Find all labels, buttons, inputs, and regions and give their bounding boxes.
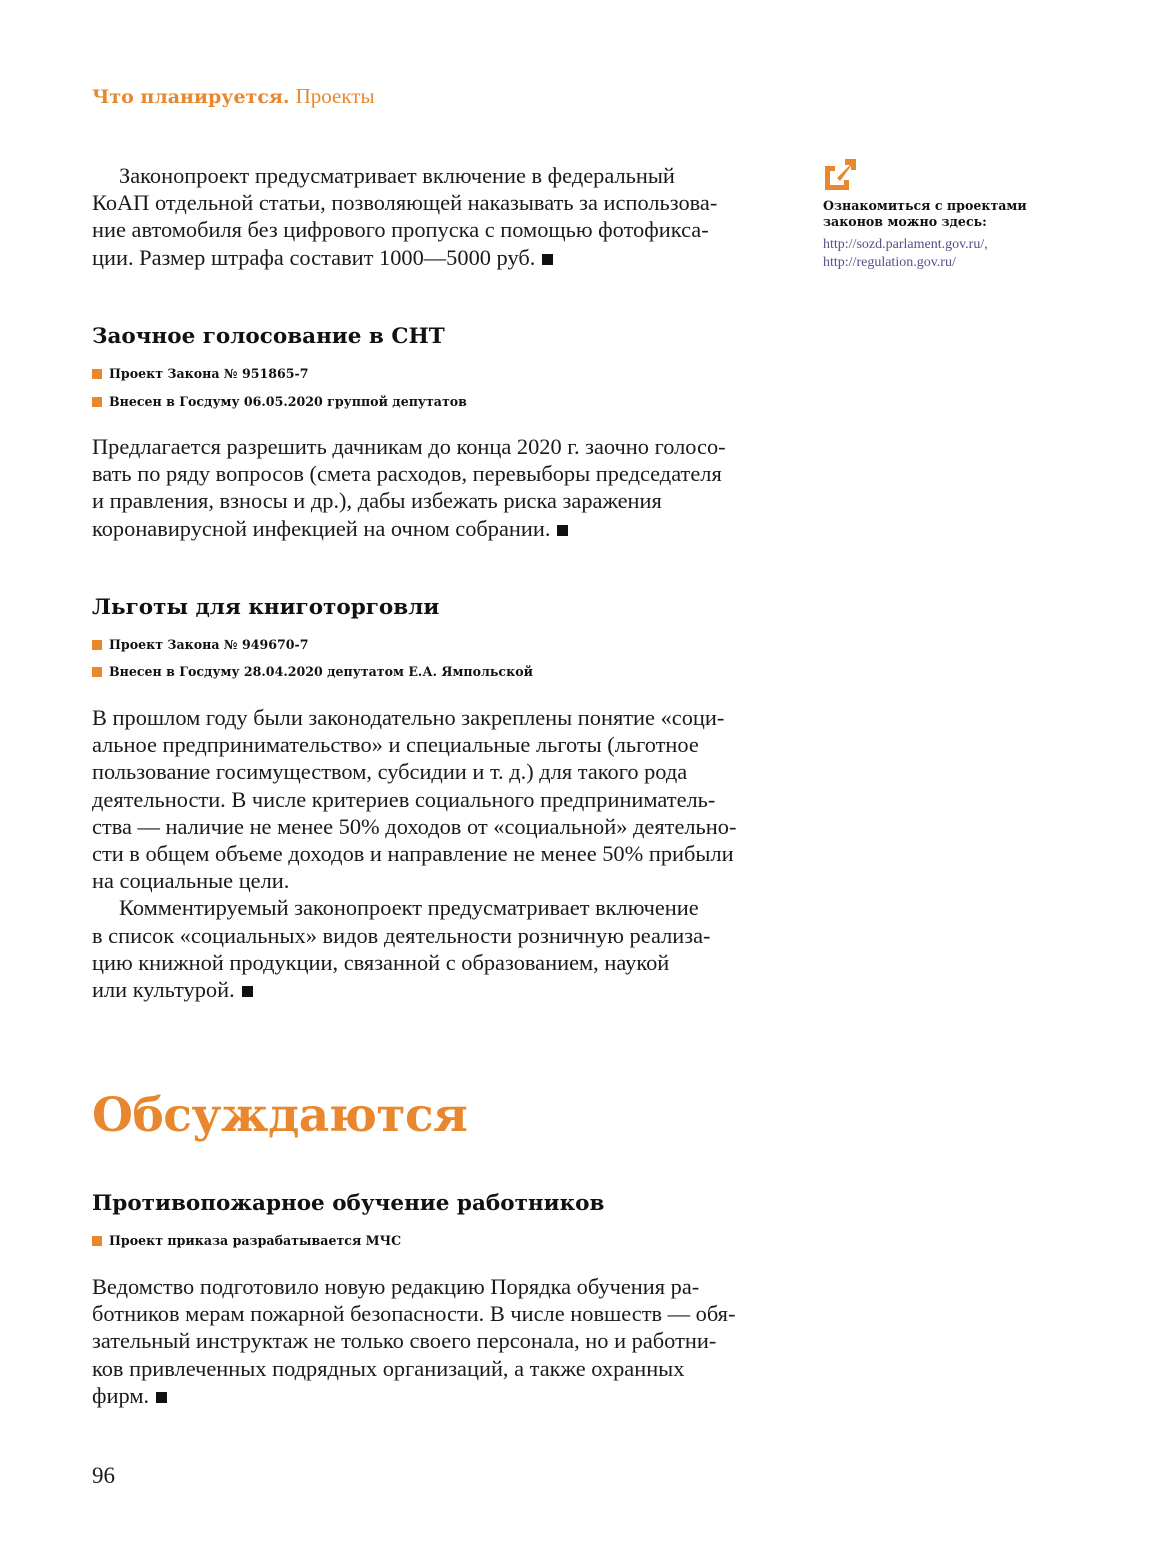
header-section: Что планируется. [92,86,290,108]
sidebar-label [823,198,1083,230]
text-line: цию книжной продукции, связанной с образованием, наукой [92,949,670,975]
orange-bullet-icon [92,369,102,379]
text-line: Комментируемый законопроект предусматривает включение [119,895,699,921]
text-line [92,244,717,271]
text-line: КоАП отдельной статьи, позволяющей наказывать за использова- [92,190,718,216]
bill-submission: Внесен в Госдуму 06.05.2020 группой депутатов [109,394,467,409]
link-regulation[interactable]: http://regulation.gov.ru/ [823,255,956,270]
article-meta [92,366,309,382]
text-line [92,515,726,542]
text-line: вать по ряду вопросов (смета расходов, перевыборы председателя [92,461,722,487]
text-line: Ведомство подготовило новую редакцию Порядка обучения ра- [92,1274,700,1299]
bill-number: Проект Закона № 951865-7 [109,366,309,381]
bill-submission: Внесен в Госдуму 28.04.2020 депутатом Е.А. Ямпольской [109,664,533,679]
article-title: Противопожарное обучение работников [92,1191,605,1216]
orange-bullet-icon [92,640,102,650]
article-meta [92,637,309,653]
article-meta [92,394,467,410]
end-of-article-mark [542,254,553,265]
end-of-article-mark [557,525,568,536]
text-line-content: ции. Размер штрафа составит 1000—5000 руб. [92,244,536,270]
section-title: Обсуждаются [92,1088,468,1143]
article-title: Льготы для книготорговли [92,595,440,620]
text-line: ботников мерам пожарной безопасности. В числе новшеств — обя- [92,1301,736,1327]
page-number: 96 [92,1463,115,1488]
text-line [92,1382,735,1409]
article-body [92,433,726,542]
text-line: и правления, взносы и др.), дабы избежать риска заражения [92,488,662,514]
bill-status: Проект приказа разрабатывается МЧС [109,1233,402,1248]
orange-bullet-icon [92,397,102,407]
text-line: альное предпринимательство» и специальные льготы (льготное [92,732,699,758]
end-of-article-mark [156,1392,167,1403]
sidebar-note [823,156,1083,272]
running-header [92,84,375,109]
header-subsection: Проекты [295,84,375,108]
intro-paragraph [92,162,717,271]
article-body [92,704,736,1003]
text-line [92,976,736,1003]
text-line: ние автомобиля без цифрового пропуска с помощью фотофикса- [92,217,709,243]
text-line: зательный инструктаж не только своего персонала, но и работни- [92,1328,717,1354]
text-line-content: фирм. [92,1382,150,1408]
text-line-content: коронавирусной инфекцией на очном собрании. [92,515,551,541]
bill-number: Проект Закона № 949670-7 [109,637,309,652]
orange-bullet-icon [92,667,102,677]
sidebar-label-line: Ознакомиться с проектами [823,198,1027,213]
link-sozd[interactable]: http://sozd.parlament.gov.ru/, [823,237,988,252]
orange-bullet-icon [92,1236,102,1246]
end-of-article-mark [242,986,253,997]
text-line: ков привлеченных подрядных организаций, а также охранных [92,1355,685,1381]
text-line: ства — наличие не менее 50% доходов от «социальной» деятельно- [92,813,737,839]
text-line: Законопроект предусматривает включение в федеральный [119,163,675,188]
article-title: Заочное голосование в СНТ [92,324,445,349]
text-line: Предлагается разрешить дачникам до конца 2020 г. заочно голосо- [92,434,726,459]
text-line: В прошлом году были законодательно закреплены понятие «соци- [92,705,725,730]
external-link-arrow-icon [823,156,857,192]
article-meta [92,664,533,680]
text-line: на социальные цели. [92,868,290,894]
text-line: пользование госимуществом, субсидии и т. д.) для такого рода [92,759,688,785]
sidebar-label-line: законов можно здесь: [823,214,987,229]
text-line: сти в общем объеме доходов и направление не менее 50% прибыли [92,841,734,867]
article-body [92,1273,735,1409]
text-line: деятельности. В числе критериев социального предприниматель- [92,786,716,812]
text-line: в список «социальных» видов деятельности розничную реализа- [92,922,711,948]
text-line-content: или культурой. [92,977,235,1003]
article-meta [92,1233,401,1249]
